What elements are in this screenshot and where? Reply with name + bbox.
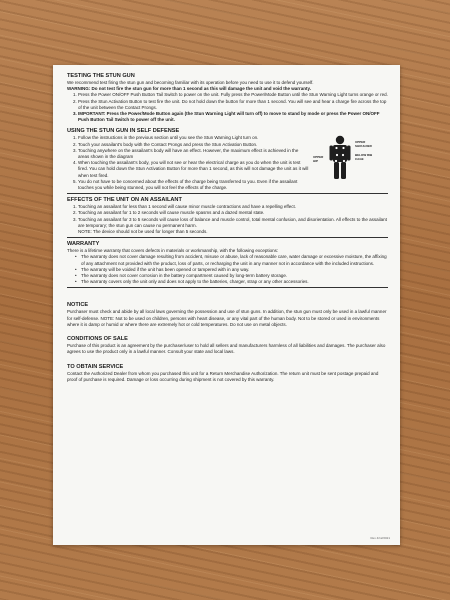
- self-defense-step: 3. Touching anywhere on the assailant's body will have an effect. However, the maximum effect is achieved in the areas shown in the diagram: [78, 148, 310, 160]
- warranty-exceptions: [67, 254, 388, 285]
- conditions-title: CONDITIONS OF SALE: [67, 336, 128, 343]
- diagram-label-upper-hip: UPPER HIP: [313, 155, 324, 163]
- warranty-title: WARRANTY: [67, 241, 100, 248]
- notice-text: Purchaser must check and abide by all local laws governing the possession and use of stun guns. In addition, the stun gun must only be used in a lawful manner for self-defense. NOTE: Not to be used on children, persons with heart disease, or any vital part of the human body. Not to be stored or used in environments where it is damp or humid or where there are extremely hot or cold temperatures. Do not use on metal objects.: [67, 309, 387, 327]
- instruction-sheet: [53, 65, 400, 545]
- self-defense-title: USING THE STUN GUN IN SELF DEFENSE: [67, 128, 180, 135]
- target-areas-diagram: [307, 134, 387, 182]
- testing-steps: [67, 92, 388, 123]
- warranty-item: • The warranty covers only the unit only and does not apply to the batteries, charger, strap or any other accessories.: [81, 279, 388, 285]
- self-defense-step: 5. You do not have to be concerned about the effects of the charge being transferred to you. Even if the assailant touches you while being stunned, you will not feel the effects of the charge.: [78, 179, 310, 191]
- testing-title: TESTING THE STUN GUN: [67, 73, 135, 79]
- self-defense-section: [67, 128, 388, 191]
- warranty-item: • The warranty does not cover corrosion in the battery compartment caused by long-term battery storage.: [81, 273, 388, 279]
- diagram-label-upper-shoulder: UPPER SHOULDER: [355, 140, 372, 148]
- warranty-item: • The warranty will be voided if the unit has been opened or tampered with in any way.: [81, 267, 388, 273]
- effects-step: 2. Touching an assailant for 1 to 2 seconds will cause muscle spasms and a dazed mental state.: [78, 210, 388, 216]
- effects-steps: [67, 204, 388, 229]
- effects-step: 1. Touching an assailant for less than 1 second will cause minor muscle contractions and have a repelling effect.: [78, 204, 388, 210]
- self-defense-steps: [67, 135, 310, 191]
- self-defense-step: 1. Follow the instructions in the previous section until you see the Stun Warning Light turn on.: [78, 135, 310, 141]
- service-title: TO OBTAIN SERVICE: [67, 363, 124, 370]
- service-text: Contact the Authorized Dealer from whom you purchased this unit for a Return Merchandise Authorization. The return unit must be sent postage prepaid and proof of purchase is required. Damage or loss occurring during shipment is not covered by this warranty.: [67, 370, 379, 382]
- effects-step: 3. Touching an assailant for 3 to 5 seconds will cause loss of balance and muscle control, total mental confusion, and disorientation. All effects to the assailant are temporary; the stun gun can cause no permanent harm.: [78, 217, 388, 229]
- divider: [67, 237, 388, 238]
- warranty-item: • The warranty does not cover damage resulting from accident, misuse or abuse, lack of reasonable care, water damage or excessive moisture, the affixing of any attachment not provided with the product, loss of parts, or recharging the unit in any manner not in accordance with the included instructions.: [81, 254, 388, 266]
- divider: [67, 287, 388, 288]
- effects-note: NOTE: The device should not be used for longer than 5 seconds.: [78, 229, 208, 235]
- self-defense-step: 2. Touch your assailant's body with the Contact Prongs and press the Stun Activation Button.: [78, 142, 310, 148]
- testing-step-important: 3. IMPORTANT: Press the Power/Mode Button again (the Stun Warning Light will turn off) to move to stand by mode or press the Power ON/OFF Push Button Tail Switch to power off the unit.: [78, 111, 388, 123]
- notice-title: NOTICE: [67, 302, 89, 309]
- revision-code: Rev 4/12/2021: [370, 535, 390, 540]
- divider: [67, 193, 388, 194]
- effects-title: EFFECTS OF THE UNIT ON AN ASSAILANT: [67, 197, 182, 204]
- testing-step: 1. Press the Power ON/OFF Push Button Tail Switch to power on the unit. Fully press the Power/Mode Button until the Stun Warning Light turns orange or red.: [78, 92, 388, 98]
- conditions-text: Purchase of this product is an agreement by the purchaser/user to hold all sellers and manufacturers harmless of all liabilities and damages. The purchaser also agrees to use the product only in a lawful manner. Consult your state and local laws.: [67, 343, 386, 355]
- testing-warning: WARNING: Do not test fire the stun gun for more than 1 second as this will damage the unit and void the warranty.: [67, 86, 311, 92]
- testing-step: 2. Press the Stun Activation Button to test fire the unit. Do not hold down the button for more than 1 second. You will see and hear a charge fire across the top of the unit between the Contact Prongs.: [78, 99, 388, 111]
- warranty-intro: There is a lifetime warranty that covers defects in materials or workmanship, with the following exceptions:: [67, 248, 279, 254]
- self-defense-step: 4. When touching the assailant's body, you will not see or hear the electrical charge as you do when the unit is test fired. You can hold down the Stun Activation Button for more than 1 second, as this will not damage the unit as it will when test fired.: [78, 160, 310, 179]
- diagram-label-below-rib-cage: BELOW RIB CAGE: [355, 153, 373, 161]
- testing-intro: We recommend test firing the stun gun and becoming familiar with its operation before you need to use it to defend yourself.: [67, 80, 314, 85]
